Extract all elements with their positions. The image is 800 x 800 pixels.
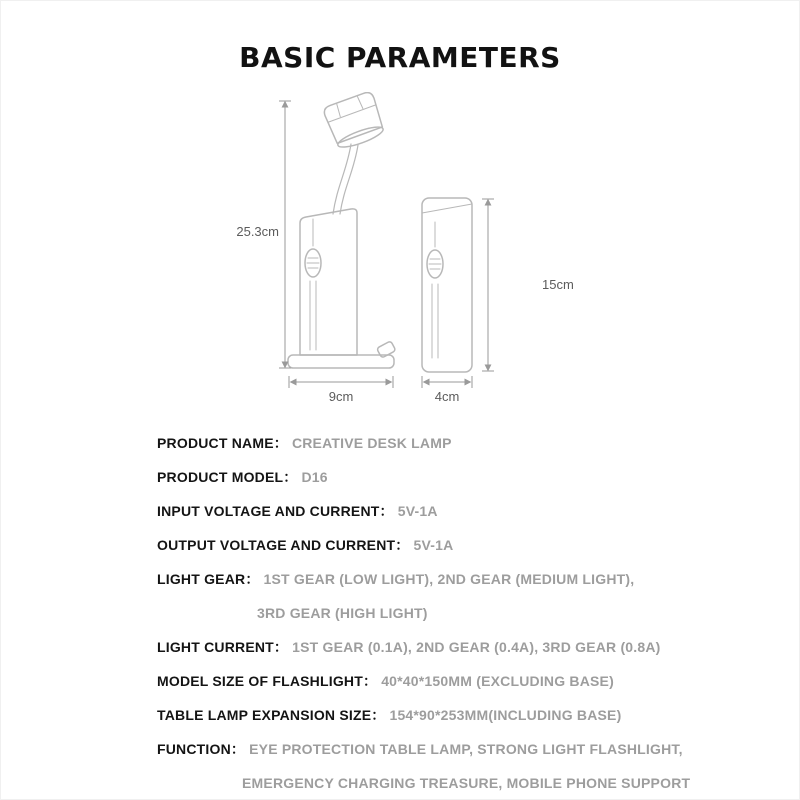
lamp-switch bbox=[305, 249, 321, 277]
desk-lamp-drawing bbox=[288, 92, 396, 368]
spec-label: FUNCTION： bbox=[157, 741, 246, 757]
flashlight-height-dimension-label: 15cm bbox=[542, 277, 574, 292]
spec-row-light-gear-continued bbox=[157, 596, 757, 630]
spec-label: INPUT VOLTAGE AND CURRENT： bbox=[157, 503, 394, 519]
spec-value: 1ST GEAR (LOW LIGHT), 2ND GEAR (MEDIUM LIGHT), bbox=[263, 571, 635, 587]
spec-row-light-gear bbox=[157, 562, 757, 596]
spec-value: 154*90*253MM(INCLUDING BASE) bbox=[389, 707, 622, 723]
lamp-diagram-svg bbox=[205, 92, 605, 412]
spec-value: 1ST GEAR (0.1A), 2ND GEAR (0.4A), 3RD GEAR (0.8A) bbox=[292, 639, 661, 655]
spec-label: PRODUCT MODEL： bbox=[157, 469, 298, 485]
spec-row-expansion-size bbox=[157, 698, 757, 732]
spec-list bbox=[157, 426, 757, 800]
flashlight-switch bbox=[427, 250, 443, 278]
spec-row-output-voltage bbox=[157, 528, 757, 562]
spec-row-product-model bbox=[157, 460, 757, 494]
flashlight-width-dimension-label: 4cm bbox=[434, 389, 460, 404]
spec-row-flashlight-size bbox=[157, 664, 757, 698]
spec-label: LIGHT GEAR： bbox=[157, 571, 260, 587]
spec-label: TABLE LAMP EXPANSION SIZE： bbox=[157, 707, 386, 723]
spec-row-input-voltage bbox=[157, 494, 757, 528]
spec-row-light-current bbox=[157, 630, 757, 664]
dimension-lines bbox=[279, 101, 494, 388]
page-title: BASIC PARAMETERS bbox=[239, 40, 561, 74]
spec-value: D16 bbox=[301, 469, 328, 485]
spec-value: EYE PROTECTION TABLE LAMP, STRONG LIGHT FLASHLIGHT, bbox=[249, 741, 683, 757]
spec-label: LIGHT CURRENT： bbox=[157, 639, 289, 655]
spec-label: OUTPUT VOLTAGE AND CURRENT： bbox=[157, 537, 410, 553]
lamp-height-dimension-label: 25.3cm bbox=[236, 224, 279, 239]
lamp-width-dimension-label: 9cm bbox=[328, 389, 354, 404]
spec-row-function-continued bbox=[157, 766, 757, 800]
spec-value: EMERGENCY CHARGING TREASURE, MOBILE PHONE SUPPORT bbox=[242, 775, 691, 791]
spec-label: MODEL SIZE OF FLASHLIGHT： bbox=[157, 673, 378, 689]
spec-value: CREATIVE DESK LAMP bbox=[291, 435, 452, 451]
flashlight-drawing bbox=[422, 198, 472, 372]
spec-value: 5V-1A bbox=[397, 503, 438, 519]
spec-value: 40*40*150MM (EXCLUDING BASE) bbox=[381, 673, 614, 689]
product-diagram bbox=[205, 92, 605, 412]
spec-row-function bbox=[157, 732, 757, 766]
spec-value: 3RD GEAR (HIGH LIGHT) bbox=[257, 605, 428, 621]
spec-label: PRODUCT NAME： bbox=[157, 435, 288, 451]
spec-row-product-name bbox=[157, 426, 757, 460]
spec-value: 5V-1A bbox=[413, 537, 454, 553]
